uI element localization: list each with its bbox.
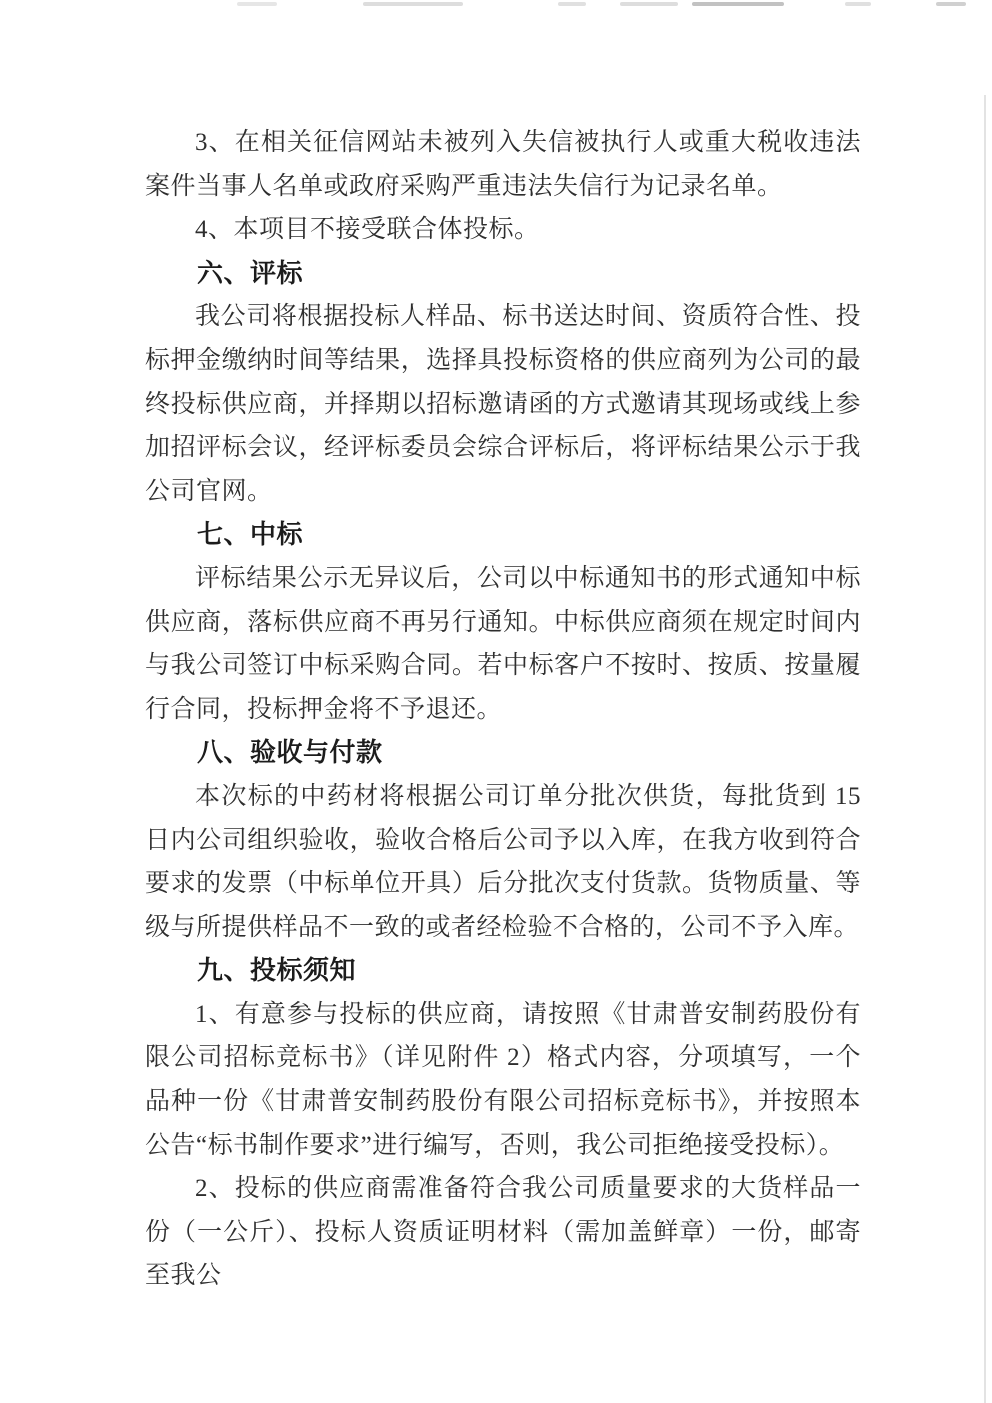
scan-line-artifact bbox=[984, 95, 986, 1403]
para-bidding-instructions-1: 1、有意参与投标的供应商，请按照《甘肃普安制药股份有限公司招标竞标书》（详见附件 2）格式内容，分项填写，一个品种一份《甘肃普安制药股份有限公司招标竞标书》，并按照本公告“标书制作要求”进行编写，否则，我公司拒绝接受投标）。 bbox=[145, 1000, 861, 1159]
scan-artifact bbox=[620, 2, 678, 6]
scan-artifact bbox=[692, 2, 784, 6]
para-bid-award: 评标结果公示无异议后，公司以中标通知书的形式通知中标供应商，落标供应商不再另行通知。中标供应商须在规定时间内与我公司签订中标采购合同。若中标客户不按时、按质、按量履行合同，投标押金将不予退还。 bbox=[145, 564, 861, 723]
scan-artifact bbox=[363, 2, 463, 6]
scan-artifact bbox=[558, 2, 586, 6]
para-bidding-instructions-2: 2、投标的供应商需准备符合我公司质量要求的大货样品一份（一公斤）、投标人资质证明材料（需加盖鲜章）一份，邮寄至我公 bbox=[145, 1175, 861, 1290]
document-body bbox=[145, 121, 861, 1298]
scan-artifact bbox=[936, 2, 966, 6]
heading-acceptance-payment: 八、验收与付款 bbox=[197, 737, 383, 768]
para-acceptance-payment: 本次标的中药材将根据公司订单分批次供货，每批货到 15 日内公司组织验收，验收合格后公司予以入库，在我方收到符合要求的发票（中标单位开具）后分批次支付货款。货物质量、等级与所提供样品不一致的或者经检验不合格的，公司不予入库。 bbox=[145, 782, 861, 941]
clause-4-no-consortium: 4、本项目不接受联合体投标。 bbox=[195, 216, 540, 244]
para-bid-evaluation: 我公司将根据投标人样品、标书送达时间、资质符合性、投标押金缴纳时间等结果，选择具投标资格的供应商列为公司的最终投标供应商，并择期以招标邀请函的方式邀请其现场或线上参加招评标会议，经评标委员会综合评标后，将评标结果公示于我公司官网。 bbox=[145, 303, 861, 505]
heading-bid-evaluation: 六、评标 bbox=[197, 257, 304, 288]
clause-3-credit-blacklist: 3、在相关征信网站未被列入失信被执行人或重大税收违法案件当事人名单或政府采购严重违法失信行为记录名单。 bbox=[145, 129, 861, 200]
scan-artifact bbox=[237, 2, 277, 6]
heading-bid-award: 七、中标 bbox=[197, 519, 304, 550]
heading-bidding-instructions: 九、投标须知 bbox=[197, 955, 357, 986]
scan-artifact bbox=[845, 2, 871, 6]
